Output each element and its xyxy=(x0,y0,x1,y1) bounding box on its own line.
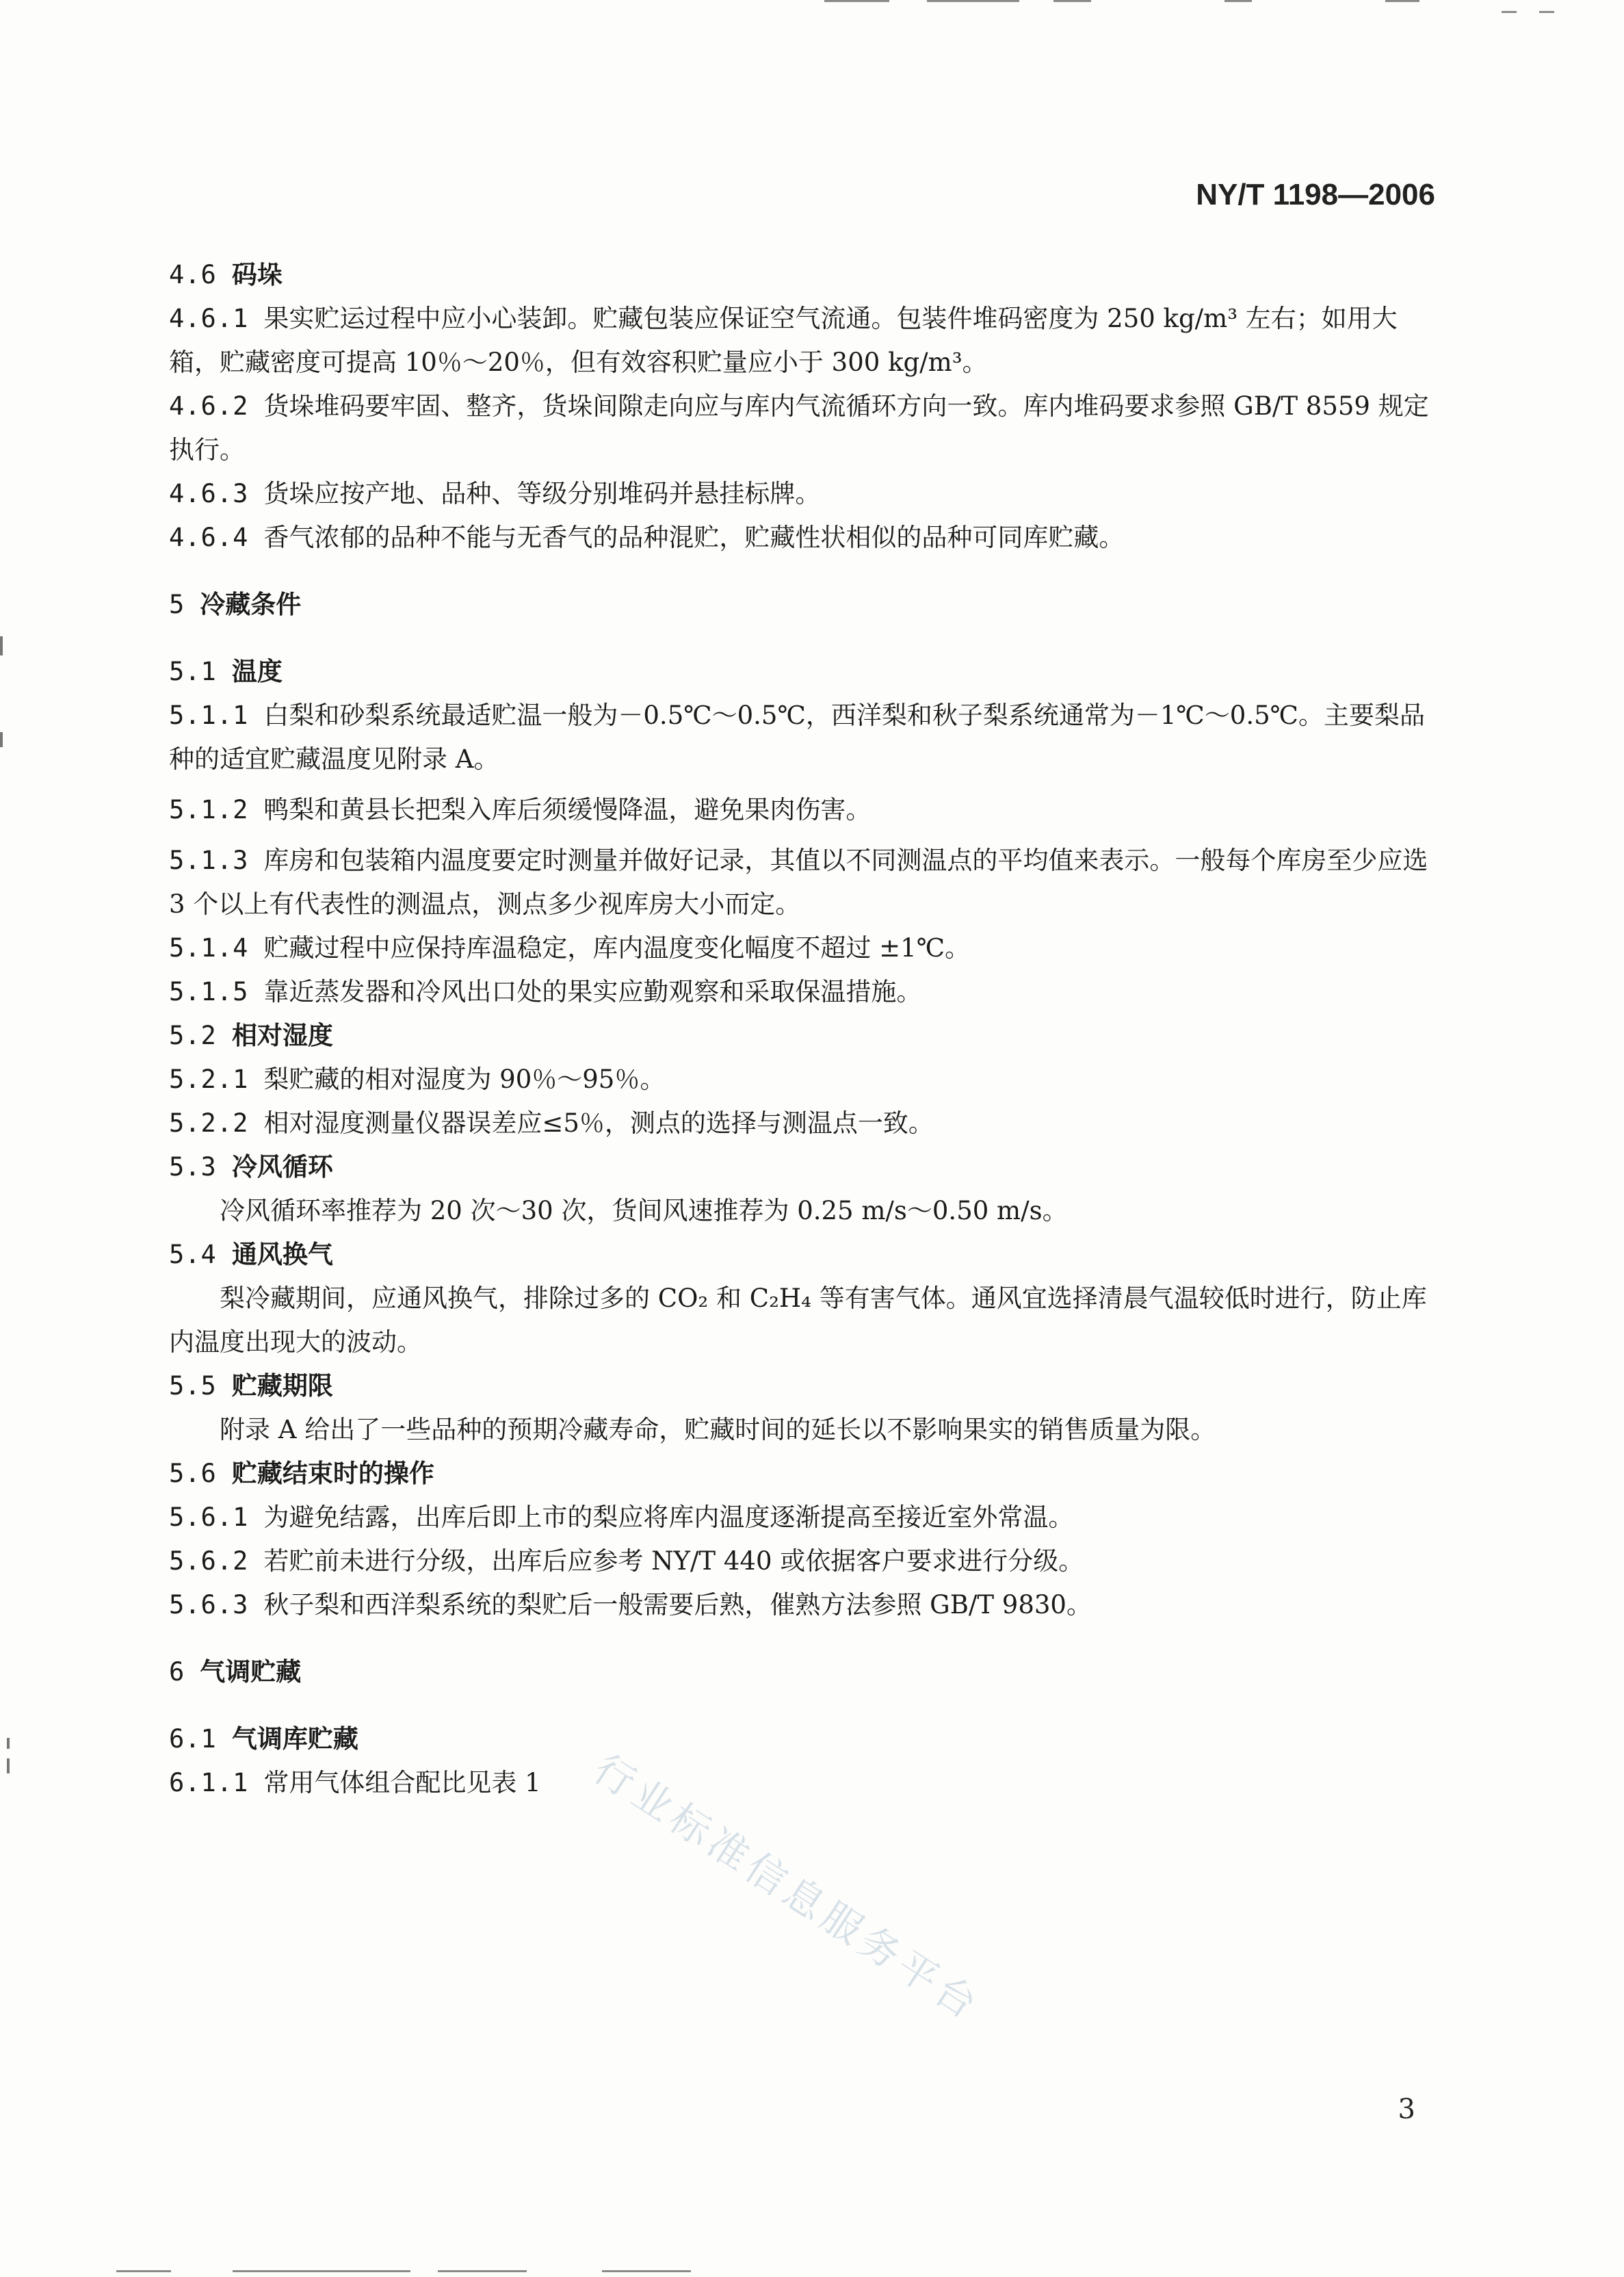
scan-rule xyxy=(438,2270,527,2272)
scan-rule xyxy=(1385,0,1419,2)
clause: 4.6.3 货垛应按产地、品种、等级分别堆码并悬挂标牌。 xyxy=(169,479,821,508)
standard-code: NY/T 1198—2006 xyxy=(1196,178,1435,211)
scan-rule xyxy=(824,0,889,2)
paragraph: 梨冷藏期间，应通风换气，排除过多的 CO₂ 和 C₂H₄ 等有害气体。通风宜选择清晨气温较低时进行，防止库内温度出现大的波动。 xyxy=(169,1284,1427,1357)
scan-rule xyxy=(1224,0,1252,2)
scan-rule xyxy=(1502,11,1517,13)
clause: 5.1.1 白梨和砂梨系统最适贮温一般为－0.5℃～0.5℃，西洋梨和秋子梨系统通常为－1℃～0.5℃。主要梨品种的适宜贮藏温度见附录 A。 xyxy=(169,701,1426,774)
clause: 5.6.2 若贮前未进行分级，出库后应参考 NY/T 440 或依据客户要求进行分级。 xyxy=(169,1546,1084,1576)
clause: 5.6.1 为避免结露，出库后即上市的梨应将库内温度逐渐提高至接近室外常温。 xyxy=(169,1502,1074,1532)
clause: 5.1.5 靠近蒸发器和冷风出口处的果实应勤观察和采取保温措施。 xyxy=(169,977,922,1006)
scan-rule xyxy=(233,2270,410,2272)
clause: 5.1.4 贮藏过程中应保持库温稳定，库内温度变化幅度不超过 ±1℃。 xyxy=(169,933,971,963)
clause: 6.1.1 常用气体组合配比见表 1 xyxy=(169,1768,541,1797)
clause: 5.1.2 鸭梨和黄县长把梨入库后须缓慢降温，避免果肉伤害。 xyxy=(169,795,872,824)
section-heading: 5.3 冷风循环 xyxy=(169,1152,333,1182)
scan-mark xyxy=(7,1738,10,1749)
scan-mark xyxy=(0,732,3,747)
watermark-text: 行业标准信息服务平台 xyxy=(585,1745,990,2031)
page-number: 3 xyxy=(1398,2094,1415,2125)
scan-rule xyxy=(927,0,1019,2)
section-heading: 6.1 气调库贮藏 xyxy=(169,1724,358,1754)
chapter-heading: 6 气调贮藏 xyxy=(169,1657,302,1687)
clause: 5.2.1 梨贮藏的相对湿度为 90％～95％。 xyxy=(169,1065,666,1094)
chapter-heading: 5 冷藏条件 xyxy=(169,590,302,619)
paragraph: 附录 A 给出了一些品种的预期冷藏寿命，贮藏时间的延长以不影响果实的销售质量为限。 xyxy=(220,1415,1216,1444)
section-heading: 5.4 通风换气 xyxy=(169,1240,333,1269)
section-heading: 5.2 相对湿度 xyxy=(169,1021,333,1050)
scan-rule xyxy=(1539,11,1554,13)
scan-mark xyxy=(0,636,3,655)
scan-rule xyxy=(1053,0,1091,2)
paragraph: 冷风循环率推荐为 20 次～30 次，货间风速推荐为 0.25 m/s～0.50 m/s。 xyxy=(220,1196,1068,1225)
clause: 4.6.4 香气浓郁的品种不能与无香气的品种混贮，贮藏性状相似的品种可同库贮藏。 xyxy=(169,523,1125,552)
clause: 4.6.2 货垛堆码要牢固、整齐，货垛间隙走向应与库内气流循环方向一致。库内堆码要求参照 GB/T 8559 规定执行。 xyxy=(169,391,1429,465)
scan-rule xyxy=(116,2270,171,2272)
clause: 4.6.1 果实贮运过程中应小心装卸。贮藏包装应保证空气流通。包装件堆码密度为 250 kg/m³ 左右；如用大箱，贮藏密度可提高 10％～20％，但有效容积贮量应小于 300 kg/m³。 xyxy=(169,304,1398,377)
section-heading: 4.6 码垛 xyxy=(169,260,283,289)
section-heading: 5.1 温度 xyxy=(169,657,283,686)
clause: 5.2.2 相对湿度测量仪器误差应≤5％，测点的选择与测温点一致。 xyxy=(169,1108,934,1138)
section-heading: 5.5 贮藏期限 xyxy=(169,1371,333,1401)
document-body xyxy=(169,253,1441,1805)
scan-rule xyxy=(602,2270,691,2272)
section-heading: 5.6 贮藏结束时的操作 xyxy=(169,1459,434,1488)
scan-mark xyxy=(7,1758,10,1773)
clause: 5.6.3 秋子梨和西洋梨系统的梨贮后一般需要后熟，催熟方法参照 GB/T 9830。 xyxy=(169,1590,1092,1619)
clause: 5.1.3 库房和包装箱内温度要定时测量并做好记录，其值以不同测温点的平均值来表示。一般每个库房至少应选 3 个以上有代表性的测温点，测点多少视库房大小而定。 xyxy=(169,846,1428,919)
